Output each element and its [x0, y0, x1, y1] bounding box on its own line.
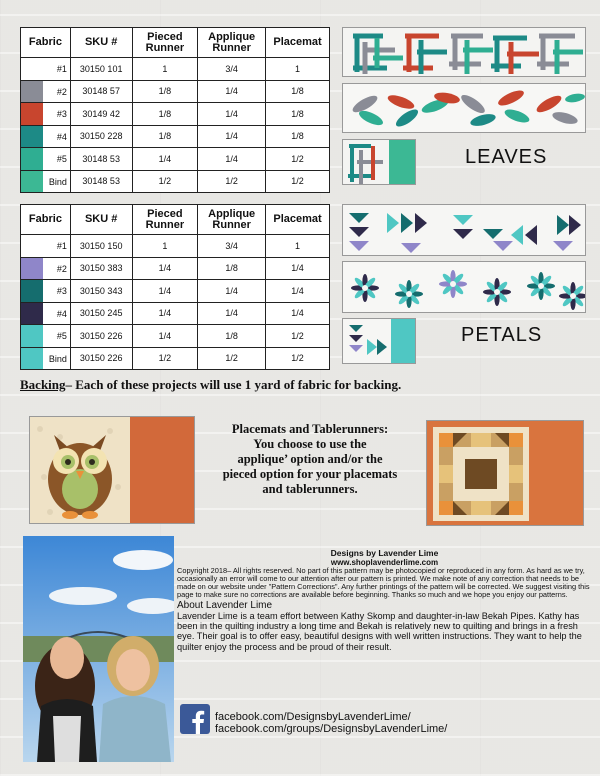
fabric-number: #3 — [56, 109, 67, 119]
flower-center — [538, 283, 544, 289]
pieced-runner-cell: 1/2 — [132, 170, 198, 193]
applique-runner-cell: 1/4 — [198, 103, 266, 126]
about-text: Lavender Lime is a team effort between Kathy Skomp and daughter-in-law Bekah Pipes. Kathy has been in the quilting industry a long time and Bekah is relatively new to quilting and brings in a fresh eye. Their goal is to offer easy, beautiful designs with well written instructions. They want to help the quilter enjoy the process and be proud of their result. — [177, 611, 582, 652]
flower-center — [494, 289, 500, 295]
header-applique-runner: Applique Runner — [198, 205, 266, 235]
note-line-3: applique’ option and/or the — [237, 452, 383, 466]
leaves-placemat-image — [342, 139, 416, 185]
sku-cell: 30150 226 — [70, 347, 132, 370]
table-row — [21, 235, 330, 258]
fabric-swatch — [21, 235, 43, 257]
fabric-number: Bind — [48, 353, 67, 364]
petals-title: PETALS — [461, 324, 543, 346]
backing-note — [20, 377, 401, 393]
brand-name: Designs by Lavender Lime — [330, 548, 439, 558]
pieced-runner-cell: 1 — [132, 58, 198, 81]
pieced-runner-cell: 1/4 — [132, 325, 198, 348]
sku-cell: 30150 226 — [70, 325, 132, 348]
note-line-4: pieced option for your placemats — [222, 467, 398, 481]
pieced-placemat-pattern — [427, 421, 584, 526]
pieced-runner-cell: 1/8 — [132, 103, 198, 126]
pieced-placemat-image — [426, 420, 584, 526]
header-fabric: Fabric — [21, 205, 71, 235]
flower-center — [362, 285, 368, 291]
applique-runner-cell: 1/4 — [198, 280, 266, 303]
header-placemat: Placemat — [266, 28, 330, 58]
sku-cell: 30150 383 — [70, 257, 132, 280]
petals-applique-pattern — [343, 262, 586, 313]
placemat-cell: 1 — [266, 235, 330, 258]
fabric-swatch — [21, 171, 43, 193]
placemat-cell: 1/2 — [266, 170, 330, 193]
pieced-runner-cell: 1/4 — [132, 280, 198, 303]
facebook-page-link[interactable]: facebook.com/DesignsbyLavenderLime/ — [215, 711, 411, 723]
header-applique-runner: Applique Runner — [198, 28, 266, 58]
leaves-applique-runner-image — [342, 83, 586, 133]
petals-applique-runner-image — [342, 261, 586, 313]
petals-fabric-table — [20, 204, 330, 370]
table-row — [21, 325, 330, 348]
applique-runner-cell: 1/2 — [198, 170, 266, 193]
fabric-cell — [21, 302, 71, 325]
table-row — [21, 257, 330, 280]
sku-cell: 30150 101 — [70, 58, 132, 81]
leaves-title: LEAVES — [465, 146, 548, 168]
fabric-swatch — [21, 348, 43, 370]
fabric-number: #5 — [56, 331, 67, 341]
pieced-runner-cell: 1/2 — [132, 347, 198, 370]
sku-cell: 30150 150 — [70, 235, 132, 258]
facebook-icon-svg — [180, 704, 210, 734]
table-row — [21, 80, 330, 103]
applique-runner-cell: 1/8 — [198, 325, 266, 348]
table-row — [21, 280, 330, 303]
website-link[interactable]: www.shoplavenderlime.com — [330, 558, 439, 567]
backing-label: Backing — [20, 377, 66, 392]
sku-cell: 30148 57 — [70, 80, 132, 103]
table-row — [21, 125, 330, 148]
backing-text: – Each of these projects will use 1 yard of fabric for backing. — [65, 377, 402, 392]
petals-pieced-pattern — [343, 205, 586, 256]
fabric-number: Bind — [48, 176, 67, 187]
fabric-cell — [21, 103, 71, 126]
facebook-group-link[interactable]: facebook.com/groups/DesignsbyLavenderLime/ — [215, 723, 448, 735]
fabric-number: #5 — [56, 154, 67, 164]
fabric-cell — [21, 280, 71, 303]
header-pieced-runner: Pieced Runner — [132, 205, 198, 235]
fabric-swatch — [21, 58, 43, 80]
about-title: About Lavender Lime — [177, 600, 273, 611]
petals-placemat-pattern — [343, 319, 416, 364]
fabric-swatch — [21, 148, 43, 170]
facebook-icon — [180, 704, 210, 734]
header-fabric: Fabric — [21, 28, 71, 58]
pieced-runner-pattern — [343, 28, 586, 77]
leaves-fabric-table — [20, 27, 330, 193]
table-row — [21, 103, 330, 126]
fabric-number: #1 — [56, 241, 67, 251]
placemat-cell: 1/2 — [266, 325, 330, 348]
designers-photo — [23, 536, 174, 762]
fabric-number: #1 — [56, 64, 67, 74]
fabric-swatch — [21, 303, 43, 325]
placemat-cell: 1/2 — [266, 148, 330, 171]
owl-placemat-image — [29, 416, 195, 524]
placemats-tablerunners-note — [205, 422, 415, 497]
designers-photo-graphic — [23, 536, 174, 762]
fabric-cell — [21, 58, 71, 81]
pieced-runner-cell: 1/8 — [132, 125, 198, 148]
sku-cell: 30148 53 — [70, 148, 132, 171]
note-line-5: and tablerunners. — [262, 482, 358, 496]
fabric-number: #2 — [56, 86, 67, 97]
table-row — [21, 170, 330, 193]
placemat-cell: 1/4 — [266, 280, 330, 303]
note-line-1: Placemats and Tablerunners: — [231, 422, 389, 436]
table-row — [21, 347, 330, 370]
flower-center — [570, 293, 576, 299]
fabric-number: #2 — [56, 263, 67, 274]
applique-runner-cell: 3/4 — [198, 235, 266, 258]
fabric-swatch — [21, 258, 43, 280]
sku-cell: 30150 228 — [70, 125, 132, 148]
fabric-cell — [21, 170, 71, 193]
pieced-runner-cell: 1/4 — [132, 148, 198, 171]
credits-block — [177, 548, 592, 652]
flower-center — [406, 291, 412, 297]
sku-cell: 30150 245 — [70, 302, 132, 325]
pieced-runner-cell: 1/4 — [132, 257, 198, 280]
fabric-number: #4 — [56, 308, 67, 319]
fabric-number: #4 — [56, 131, 67, 142]
leaves-placemat-pattern — [343, 140, 416, 185]
fabric-cell — [21, 235, 71, 258]
fabric-swatch — [21, 280, 43, 302]
fabric-swatch — [21, 103, 43, 125]
pieced-runner-cell: 1 — [132, 235, 198, 258]
header-sku: SKU # — [70, 205, 132, 235]
placemat-cell: 1/8 — [266, 125, 330, 148]
header-sku: SKU # — [70, 28, 132, 58]
applique-runner-cell: 1/2 — [198, 347, 266, 370]
applique-runner-cell: 1/8 — [198, 257, 266, 280]
fabric-cell — [21, 325, 71, 348]
table-row — [21, 58, 330, 81]
fabric-cell — [21, 80, 71, 103]
flower-center — [450, 281, 456, 287]
note-line-2: You choose to use the — [253, 437, 367, 451]
header-placemat: Placemat — [266, 205, 330, 235]
fabric-number: #3 — [56, 286, 67, 296]
fabric-swatch — [21, 81, 43, 103]
leaves-pieced-runner-image — [342, 27, 586, 77]
table-row — [21, 148, 330, 171]
applique-runner-cell: 1/4 — [198, 80, 266, 103]
fabric-cell — [21, 125, 71, 148]
pieced-runner-cell: 1/4 — [132, 302, 198, 325]
placemat-cell: 1/8 — [266, 103, 330, 126]
leaves-table-header-row — [21, 28, 330, 58]
sku-cell: 30148 53 — [70, 170, 132, 193]
applique-runner-cell: 1/4 — [198, 125, 266, 148]
fabric-swatch — [21, 126, 43, 148]
fabric-cell — [21, 347, 71, 370]
sku-cell: 30149 42 — [70, 103, 132, 126]
leaves-applique-pattern — [343, 84, 586, 133]
applique-runner-cell: 3/4 — [198, 58, 266, 81]
pieced-runner-cell: 1/8 — [132, 80, 198, 103]
table-row — [21, 302, 330, 325]
placemat-cell: 1/4 — [266, 257, 330, 280]
header-pieced-runner: Pieced Runner — [132, 28, 198, 58]
fabric-cell — [21, 148, 71, 171]
applique-runner-cell: 1/4 — [198, 302, 266, 325]
placemat-cell: 1 — [266, 58, 330, 81]
placemat-cell: 1/2 — [266, 347, 330, 370]
fabric-cell — [21, 257, 71, 280]
owl-applique-pattern — [30, 417, 195, 524]
applique-runner-cell: 1/4 — [198, 148, 266, 171]
placemat-cell: 1/4 — [266, 302, 330, 325]
petals-table-header-row — [21, 205, 330, 235]
facebook-links — [215, 711, 447, 735]
placemat-cell: 1/8 — [266, 80, 330, 103]
petals-placemat-image — [342, 318, 416, 364]
sku-cell: 30150 343 — [70, 280, 132, 303]
copyright-text: Copyright 2018– All rights reserved. No part of this pattern may be photocopied or reproduced in any form. As hard as we try, occasionally an error will come to our attention after our pattern is printed. We make note of any correction that needs to be made on our website under "Pattern Corrections". Any further printings of the pattern will be corrected. We suggest visiting this page to make sure no corrections are available before beginning. Thanks so much and we hope you enjoy our patterns. — [177, 566, 590, 599]
petals-pieced-runner-image — [342, 204, 586, 256]
fabric-swatch — [21, 325, 43, 347]
